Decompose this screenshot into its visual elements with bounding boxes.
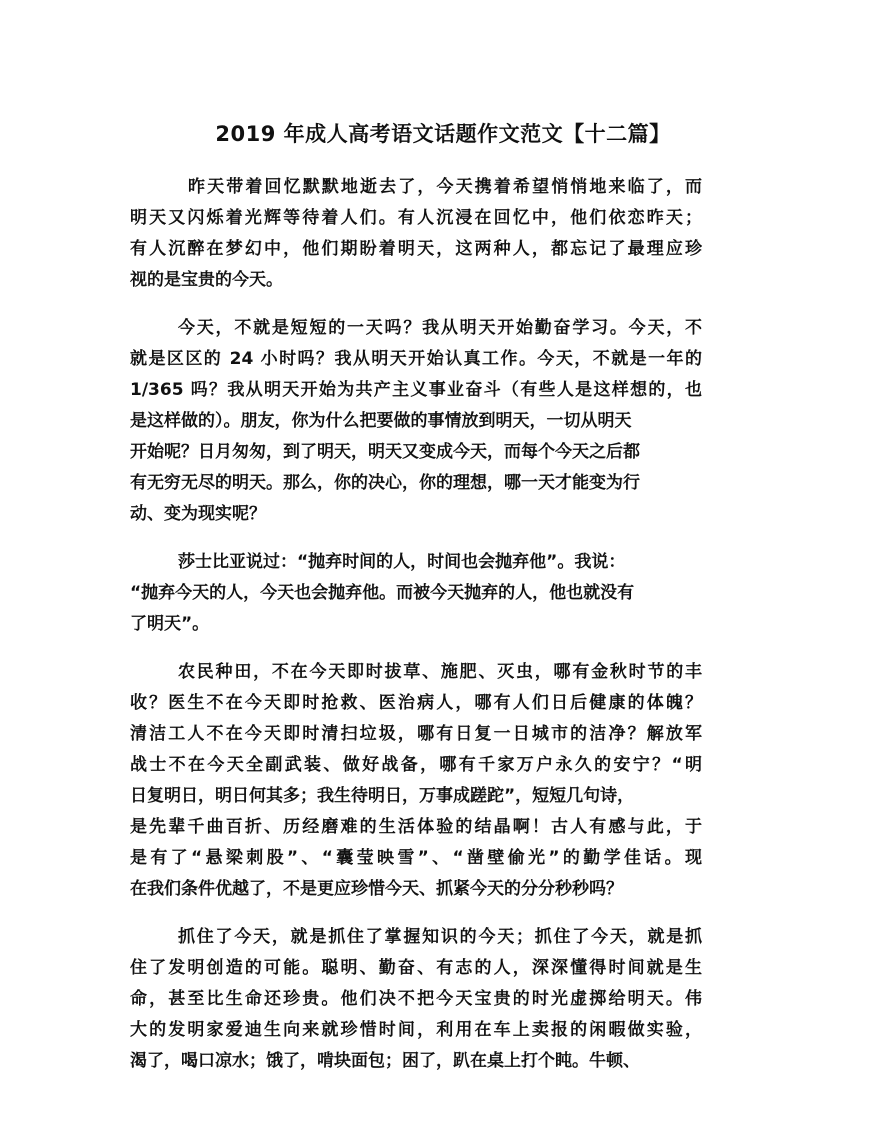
text-line: 是先辈千曲百折、历经磨难的生活体验的结晶啊！古人有感与此，于 <box>130 817 702 837</box>
text-line: 视的是宝贵的今天。 <box>130 270 283 290</box>
text-line: 是这样做的）。朋友，你为什么把要做的事情放到明天，一切从明天 <box>130 411 632 431</box>
paragraph-3 <box>130 547 702 640</box>
text-line: 有人沉醉在梦幻中，他们期盼着明天，这两种人，都忘记了最理应珍 <box>130 239 702 259</box>
text-line: 抓住了今天，就是抓住了掌握知识的今天；抓住了今天，就是抓 <box>178 927 702 947</box>
text-line: 明天又闪烁着光辉等待着人们。有人沉浸在回忆中，他们依恋昨天； <box>130 208 702 228</box>
document-title: 2019 年成人高考语文话题作文范文【十二篇】 <box>215 122 671 146</box>
text-line: 有无穷无尽的明天。那么，你的决心，你的理想，哪一天才能变为行 <box>130 473 640 493</box>
text-line: 动、变为现实呢？ <box>130 504 266 524</box>
text-line: 在我们条件优越了，不是更应珍惜今天、抓紧今天的分分秒秒吗？ <box>130 879 623 899</box>
text-line: 日复明日，明日何其多；我生待明日，万事成蹉跎”，短短几句诗， <box>130 786 635 806</box>
text-line: 渴了，喝口凉水；饿了，啃块面包；困了，趴在桌上打个盹。牛顿、 <box>130 1051 640 1071</box>
text-line: 住了发明创造的可能。聪明、勤奋、有志的人，深深懂得时间就是生 <box>130 958 702 978</box>
text-line: 大的发明家爱迪生向来就珍惜时间，利用在车上卖报的闲暇做实验， <box>130 1020 702 1040</box>
text-line: 命，甚至比生命还珍贵。他们决不把今天宝贵的时光虚掷给明天。伟 <box>130 989 702 1009</box>
text-line: 1/365 吗？我从明天开始为共产主义事业奋斗（有些人是这样想的，也 <box>130 380 702 400</box>
text-line: 农民种田，不在今天即时拔草、施肥、灭虫，哪有金秋时节的丰 <box>178 662 702 682</box>
text-line: 今天，不就是短短的一天吗？我从明天开始勤奋学习。今天，不 <box>178 318 702 338</box>
document-body <box>130 172 702 1094</box>
text-line: “抛弃今天的人，今天也会抛弃他。而被今天抛弃的人，他也就没有 <box>130 583 635 603</box>
text-line: 开始呢？日月匆匆，到了明天，明天又变成今天，而每个今天之后都 <box>130 442 640 462</box>
paragraph-4 <box>130 657 702 905</box>
paragraph-1 <box>130 172 702 296</box>
text-line: 收？医生不在今天即时抢救、医治病人，哪有人们日后健康的体魄？ <box>130 693 702 713</box>
paragraph-2 <box>130 313 702 530</box>
text-line: 昨天带着回忆默默地逝去了，今天携着希望悄悄地来临了，而 <box>188 177 702 197</box>
text-line: 了明天”。 <box>130 614 210 634</box>
paragraph-5 <box>130 922 702 1077</box>
text-line: 莎士比亚说过：“抛弃时间的人，时间也会抛弃他”。我说： <box>178 552 626 572</box>
text-line: 战士不在今天全副武装、做好战备，哪有千家万户永久的安宁？“明 <box>130 755 702 775</box>
text-line: 就是区区的 24 小时吗？我从明天开始认真工作。今天，不就是一年的 <box>130 349 702 369</box>
text-line: 是有了“悬梁刺股”、“囊莹映雪”、“凿壁偷光”的勤学佳话。现 <box>130 848 702 868</box>
text-line: 清洁工人不在今天即时清扫垃圾，哪有日复一日城市的洁净？解放军 <box>130 724 702 744</box>
